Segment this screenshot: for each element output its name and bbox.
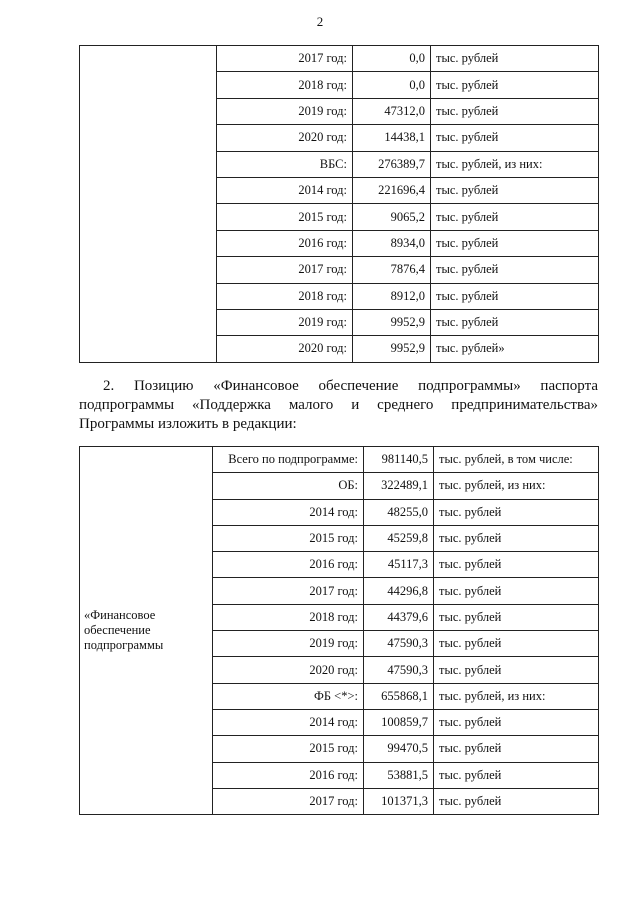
row-label: 2018 год: [217, 283, 353, 309]
row-value: 9952,9 [353, 309, 431, 335]
row-unit: тыс. рублей [431, 230, 599, 256]
row-label: 2016 год: [213, 762, 364, 788]
table-row [80, 447, 599, 473]
row-unit: тыс. рублей [431, 283, 599, 309]
row-label: 2018 год: [217, 72, 353, 98]
row-value: 101371,3 [364, 788, 434, 814]
row-value: 44379,6 [364, 604, 434, 630]
row-unit: тыс. рублей [431, 257, 599, 283]
row-label: 2018 год: [213, 604, 364, 630]
row-value: 45259,8 [364, 525, 434, 551]
financing-table-new-body [80, 447, 599, 815]
row-unit: тыс. рублей [434, 657, 599, 683]
row-unit: тыс. рублей [431, 204, 599, 230]
row-unit: тыс. рублей [434, 736, 599, 762]
row-value: 48255,0 [364, 499, 434, 525]
row-value: 0,0 [353, 46, 431, 72]
row-label: 2017 год: [217, 46, 353, 72]
row-unit: тыс. рублей [434, 525, 599, 551]
amendment-paragraph [79, 377, 598, 434]
paragraph-line: Программы изложить в редакции: [79, 416, 297, 432]
row-value: 100859,7 [364, 709, 434, 735]
row-unit: тыс. рублей [431, 98, 599, 124]
row-label: 2014 год: [213, 499, 364, 525]
row-unit: тыс. рублей [431, 46, 599, 72]
row-label: ОБ: [213, 473, 364, 499]
row-unit: тыс. рублей [434, 552, 599, 578]
row-unit: тыс. рублей [434, 709, 599, 735]
row-value: 322489,1 [364, 473, 434, 499]
paragraph-line: 2. Позицию «Финансовое обеспечение подпрограммы» паспорта [103, 378, 598, 394]
row-unit: тыс. рублей [434, 604, 599, 630]
row-value: 9065,2 [353, 204, 431, 230]
row-value: 276389,7 [353, 151, 431, 177]
row-label: 2017 год: [213, 578, 364, 604]
row-label: 2020 год: [217, 125, 353, 151]
row-value: 47312,0 [353, 98, 431, 124]
row-value: 8934,0 [353, 230, 431, 256]
row-label: 2016 год: [213, 552, 364, 578]
merged-position-label: «Финансовое обеспечение подпрограммы [80, 447, 213, 815]
row-value: 981140,5 [364, 447, 434, 473]
row-value: 47590,3 [364, 657, 434, 683]
row-value: 0,0 [353, 72, 431, 98]
row-label: 2020 год: [217, 336, 353, 362]
row-unit: тыс. рублей, из них: [434, 683, 599, 709]
row-unit: тыс. рублей, из них: [434, 473, 599, 499]
row-label: 2019 год: [213, 631, 364, 657]
row-value: 655868,1 [364, 683, 434, 709]
row-unit: тыс. рублей» [431, 336, 599, 362]
row-label: 2020 год: [213, 657, 364, 683]
row-label: 2014 год: [213, 709, 364, 735]
row-value: 53881,5 [364, 762, 434, 788]
row-unit: тыс. рублей [434, 578, 599, 604]
financing-table-continued [79, 45, 599, 363]
row-value: 221696,4 [353, 177, 431, 203]
row-unit: тыс. рублей [434, 499, 599, 525]
row-unit: тыс. рублей [434, 631, 599, 657]
row-label: 2014 год: [217, 177, 353, 203]
row-unit: тыс. рублей, в том числе: [434, 447, 599, 473]
merged-empty-cell [80, 46, 217, 363]
row-unit: тыс. рублей [434, 762, 599, 788]
row-value: 44296,8 [364, 578, 434, 604]
table-row [80, 46, 599, 72]
row-label: 2019 год: [217, 309, 353, 335]
row-unit: тыс. рублей [431, 177, 599, 203]
row-unit: тыс. рублей, из них: [431, 151, 599, 177]
row-label: 2015 год: [217, 204, 353, 230]
financing-table-new [79, 446, 599, 815]
row-value: 45117,3 [364, 552, 434, 578]
row-unit: тыс. рублей [434, 788, 599, 814]
row-value: 9952,9 [353, 336, 431, 362]
row-label: 2019 год: [217, 98, 353, 124]
page-number: 2 [316, 14, 324, 29]
row-label: Всего по подпрограмме: [213, 447, 364, 473]
row-label: ВБС: [217, 151, 353, 177]
row-value: 8912,0 [353, 283, 431, 309]
row-label: 2016 год: [217, 230, 353, 256]
row-label: 2017 год: [213, 788, 364, 814]
row-value: 7876,4 [353, 257, 431, 283]
row-unit: тыс. рублей [431, 72, 599, 98]
row-unit: тыс. рублей [431, 125, 599, 151]
row-label: 2015 год: [213, 736, 364, 762]
row-label: 2015 год: [213, 525, 364, 551]
row-value: 14438,1 [353, 125, 431, 151]
row-unit: тыс. рублей [431, 309, 599, 335]
financing-table-continued-body [80, 46, 599, 363]
row-value: 47590,3 [364, 631, 434, 657]
paragraph-line: подпрограммы «Поддержка малого и среднего предпринимательства» [79, 397, 598, 413]
row-label: ФБ <*>: [213, 683, 364, 709]
row-value: 99470,5 [364, 736, 434, 762]
row-label: 2017 год: [217, 257, 353, 283]
